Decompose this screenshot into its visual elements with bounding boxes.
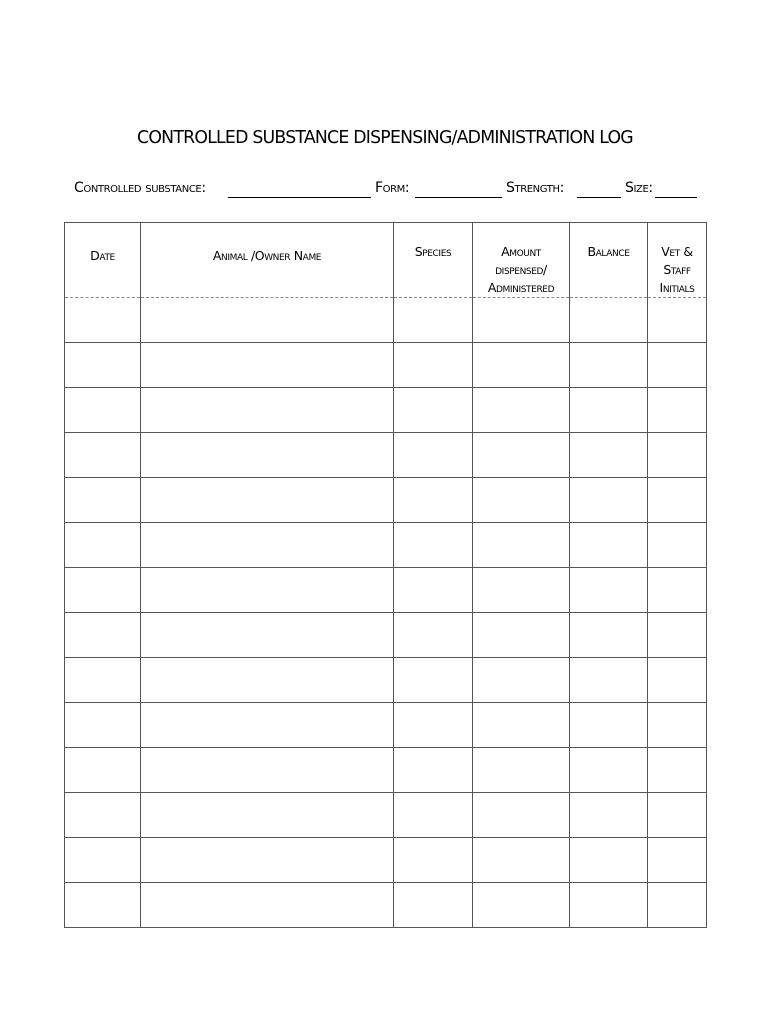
date-cell[interactable] xyxy=(65,613,141,658)
size-label: Size: xyxy=(625,180,653,196)
date-cell[interactable] xyxy=(65,388,141,433)
header-amount-line2: dispensed/ xyxy=(495,262,547,277)
table-row xyxy=(65,883,707,928)
header-balance xyxy=(570,223,648,298)
table-row xyxy=(65,748,707,793)
date-cell[interactable] xyxy=(65,568,141,613)
animal-owner-cell[interactable] xyxy=(141,838,394,883)
header-row xyxy=(65,223,707,298)
animal-owner-cell[interactable] xyxy=(141,523,394,568)
amount-cell[interactable] xyxy=(473,838,570,883)
balance-cell[interactable] xyxy=(570,388,648,433)
table-row xyxy=(65,523,707,568)
initials-cell[interactable] xyxy=(648,613,707,658)
table-row xyxy=(65,298,707,343)
balance-cell[interactable] xyxy=(570,838,648,883)
form-blank[interactable] xyxy=(415,197,502,198)
initials-cell[interactable] xyxy=(648,748,707,793)
date-cell[interactable] xyxy=(65,703,141,748)
amount-cell[interactable] xyxy=(473,748,570,793)
initials-cell[interactable] xyxy=(648,568,707,613)
table-row xyxy=(65,793,707,838)
initials-cell[interactable] xyxy=(648,703,707,748)
header-initials-line1: Vet & xyxy=(661,244,693,259)
initials-cell[interactable] xyxy=(648,478,707,523)
initials-cell[interactable] xyxy=(648,658,707,703)
table-row xyxy=(65,568,707,613)
animal-owner-cell[interactable] xyxy=(141,793,394,838)
balance-cell[interactable] xyxy=(570,883,648,928)
date-cell[interactable] xyxy=(65,883,141,928)
initials-cell[interactable] xyxy=(648,883,707,928)
header-balance-label: Balance xyxy=(587,244,630,259)
date-cell[interactable] xyxy=(65,433,141,478)
species-cell[interactable] xyxy=(394,523,473,568)
table-row xyxy=(65,838,707,883)
amount-cell[interactable] xyxy=(473,793,570,838)
header-species xyxy=(394,223,473,298)
initials-cell[interactable] xyxy=(648,793,707,838)
table-row xyxy=(65,433,707,478)
animal-owner-cell[interactable] xyxy=(141,433,394,478)
amount-cell[interactable] xyxy=(473,658,570,703)
date-cell[interactable] xyxy=(65,838,141,883)
date-cell[interactable] xyxy=(65,478,141,523)
initials-cell[interactable] xyxy=(648,343,707,388)
species-cell[interactable] xyxy=(394,703,473,748)
species-cell[interactable] xyxy=(394,388,473,433)
species-cell[interactable] xyxy=(394,568,473,613)
amount-cell[interactable] xyxy=(473,433,570,478)
table-row xyxy=(65,658,707,703)
header-date-label: Date xyxy=(90,248,115,263)
amount-cell[interactable] xyxy=(473,343,570,388)
initials-cell[interactable] xyxy=(648,388,707,433)
species-cell[interactable] xyxy=(394,838,473,883)
table-row xyxy=(65,343,707,388)
animal-owner-cell[interactable] xyxy=(141,658,394,703)
table-row xyxy=(65,478,707,523)
species-cell[interactable] xyxy=(394,613,473,658)
amount-cell[interactable] xyxy=(473,568,570,613)
substance-blank[interactable] xyxy=(228,197,371,198)
balance-cell[interactable] xyxy=(570,478,648,523)
table-row xyxy=(65,388,707,433)
table-row xyxy=(65,613,707,658)
balance-cell[interactable] xyxy=(570,703,648,748)
initials-cell[interactable] xyxy=(648,838,707,883)
header-amount-line1: Amount xyxy=(501,244,541,259)
balance-cell[interactable] xyxy=(570,433,648,478)
header-initials-line3: Initials xyxy=(659,280,695,295)
initials-cell[interactable] xyxy=(648,523,707,568)
date-cell[interactable] xyxy=(65,298,141,343)
initials-cell[interactable] xyxy=(648,433,707,478)
date-cell[interactable] xyxy=(65,523,141,568)
balance-cell[interactable] xyxy=(570,298,648,343)
animal-owner-cell[interactable] xyxy=(141,478,394,523)
substance-fields xyxy=(74,180,704,204)
animal-owner-cell[interactable] xyxy=(141,748,394,793)
amount-cell[interactable] xyxy=(473,388,570,433)
balance-cell[interactable] xyxy=(570,748,648,793)
table-row xyxy=(65,703,707,748)
header-amount-line3: Administered xyxy=(487,280,555,295)
amount-cell[interactable] xyxy=(473,478,570,523)
species-cell[interactable] xyxy=(394,478,473,523)
species-cell[interactable] xyxy=(394,883,473,928)
header-species-label: Species xyxy=(414,244,452,259)
page-title: CONTROLLED SUBSTANCE DISPENSING/ADMINISTRATION LOG xyxy=(137,127,633,148)
date-cell[interactable] xyxy=(65,658,141,703)
balance-cell[interactable] xyxy=(570,658,648,703)
amount-cell[interactable] xyxy=(473,613,570,658)
animal-owner-cell[interactable] xyxy=(141,703,394,748)
strength-blank[interactable] xyxy=(577,197,621,198)
initials-cell[interactable] xyxy=(648,298,707,343)
date-cell[interactable] xyxy=(65,343,141,388)
log-table xyxy=(64,222,707,928)
animal-owner-cell[interactable] xyxy=(141,613,394,658)
animal-owner-cell[interactable] xyxy=(141,568,394,613)
amount-cell[interactable] xyxy=(473,523,570,568)
header-date xyxy=(65,223,141,298)
balance-cell[interactable] xyxy=(570,793,648,838)
species-cell[interactable] xyxy=(394,343,473,388)
animal-owner-cell[interactable] xyxy=(141,388,394,433)
animal-owner-cell[interactable] xyxy=(141,883,394,928)
balance-cell[interactable] xyxy=(570,568,648,613)
header-animal-owner-label: Animal /Owner Name xyxy=(212,248,322,263)
date-cell[interactable] xyxy=(65,793,141,838)
header-initials xyxy=(648,223,707,298)
substance-label: Controlled substance: xyxy=(74,180,206,196)
size-blank[interactable] xyxy=(655,197,697,198)
animal-owner-cell[interactable] xyxy=(141,343,394,388)
species-cell[interactable] xyxy=(394,748,473,793)
form-label: Form: xyxy=(375,180,410,196)
amount-cell[interactable] xyxy=(473,703,570,748)
header-initials-line2: Staff xyxy=(663,262,691,277)
header-amount xyxy=(473,223,570,298)
balance-cell[interactable] xyxy=(570,613,648,658)
species-cell[interactable] xyxy=(394,298,473,343)
log-body xyxy=(65,298,707,928)
amount-cell[interactable] xyxy=(473,298,570,343)
species-cell[interactable] xyxy=(394,658,473,703)
animal-owner-cell[interactable] xyxy=(141,298,394,343)
amount-cell[interactable] xyxy=(473,883,570,928)
balance-cell[interactable] xyxy=(570,523,648,568)
species-cell[interactable] xyxy=(394,433,473,478)
strength-label: Strength: xyxy=(506,180,564,196)
species-cell[interactable] xyxy=(394,793,473,838)
date-cell[interactable] xyxy=(65,748,141,793)
balance-cell[interactable] xyxy=(570,343,648,388)
header-animal-owner xyxy=(141,223,394,298)
